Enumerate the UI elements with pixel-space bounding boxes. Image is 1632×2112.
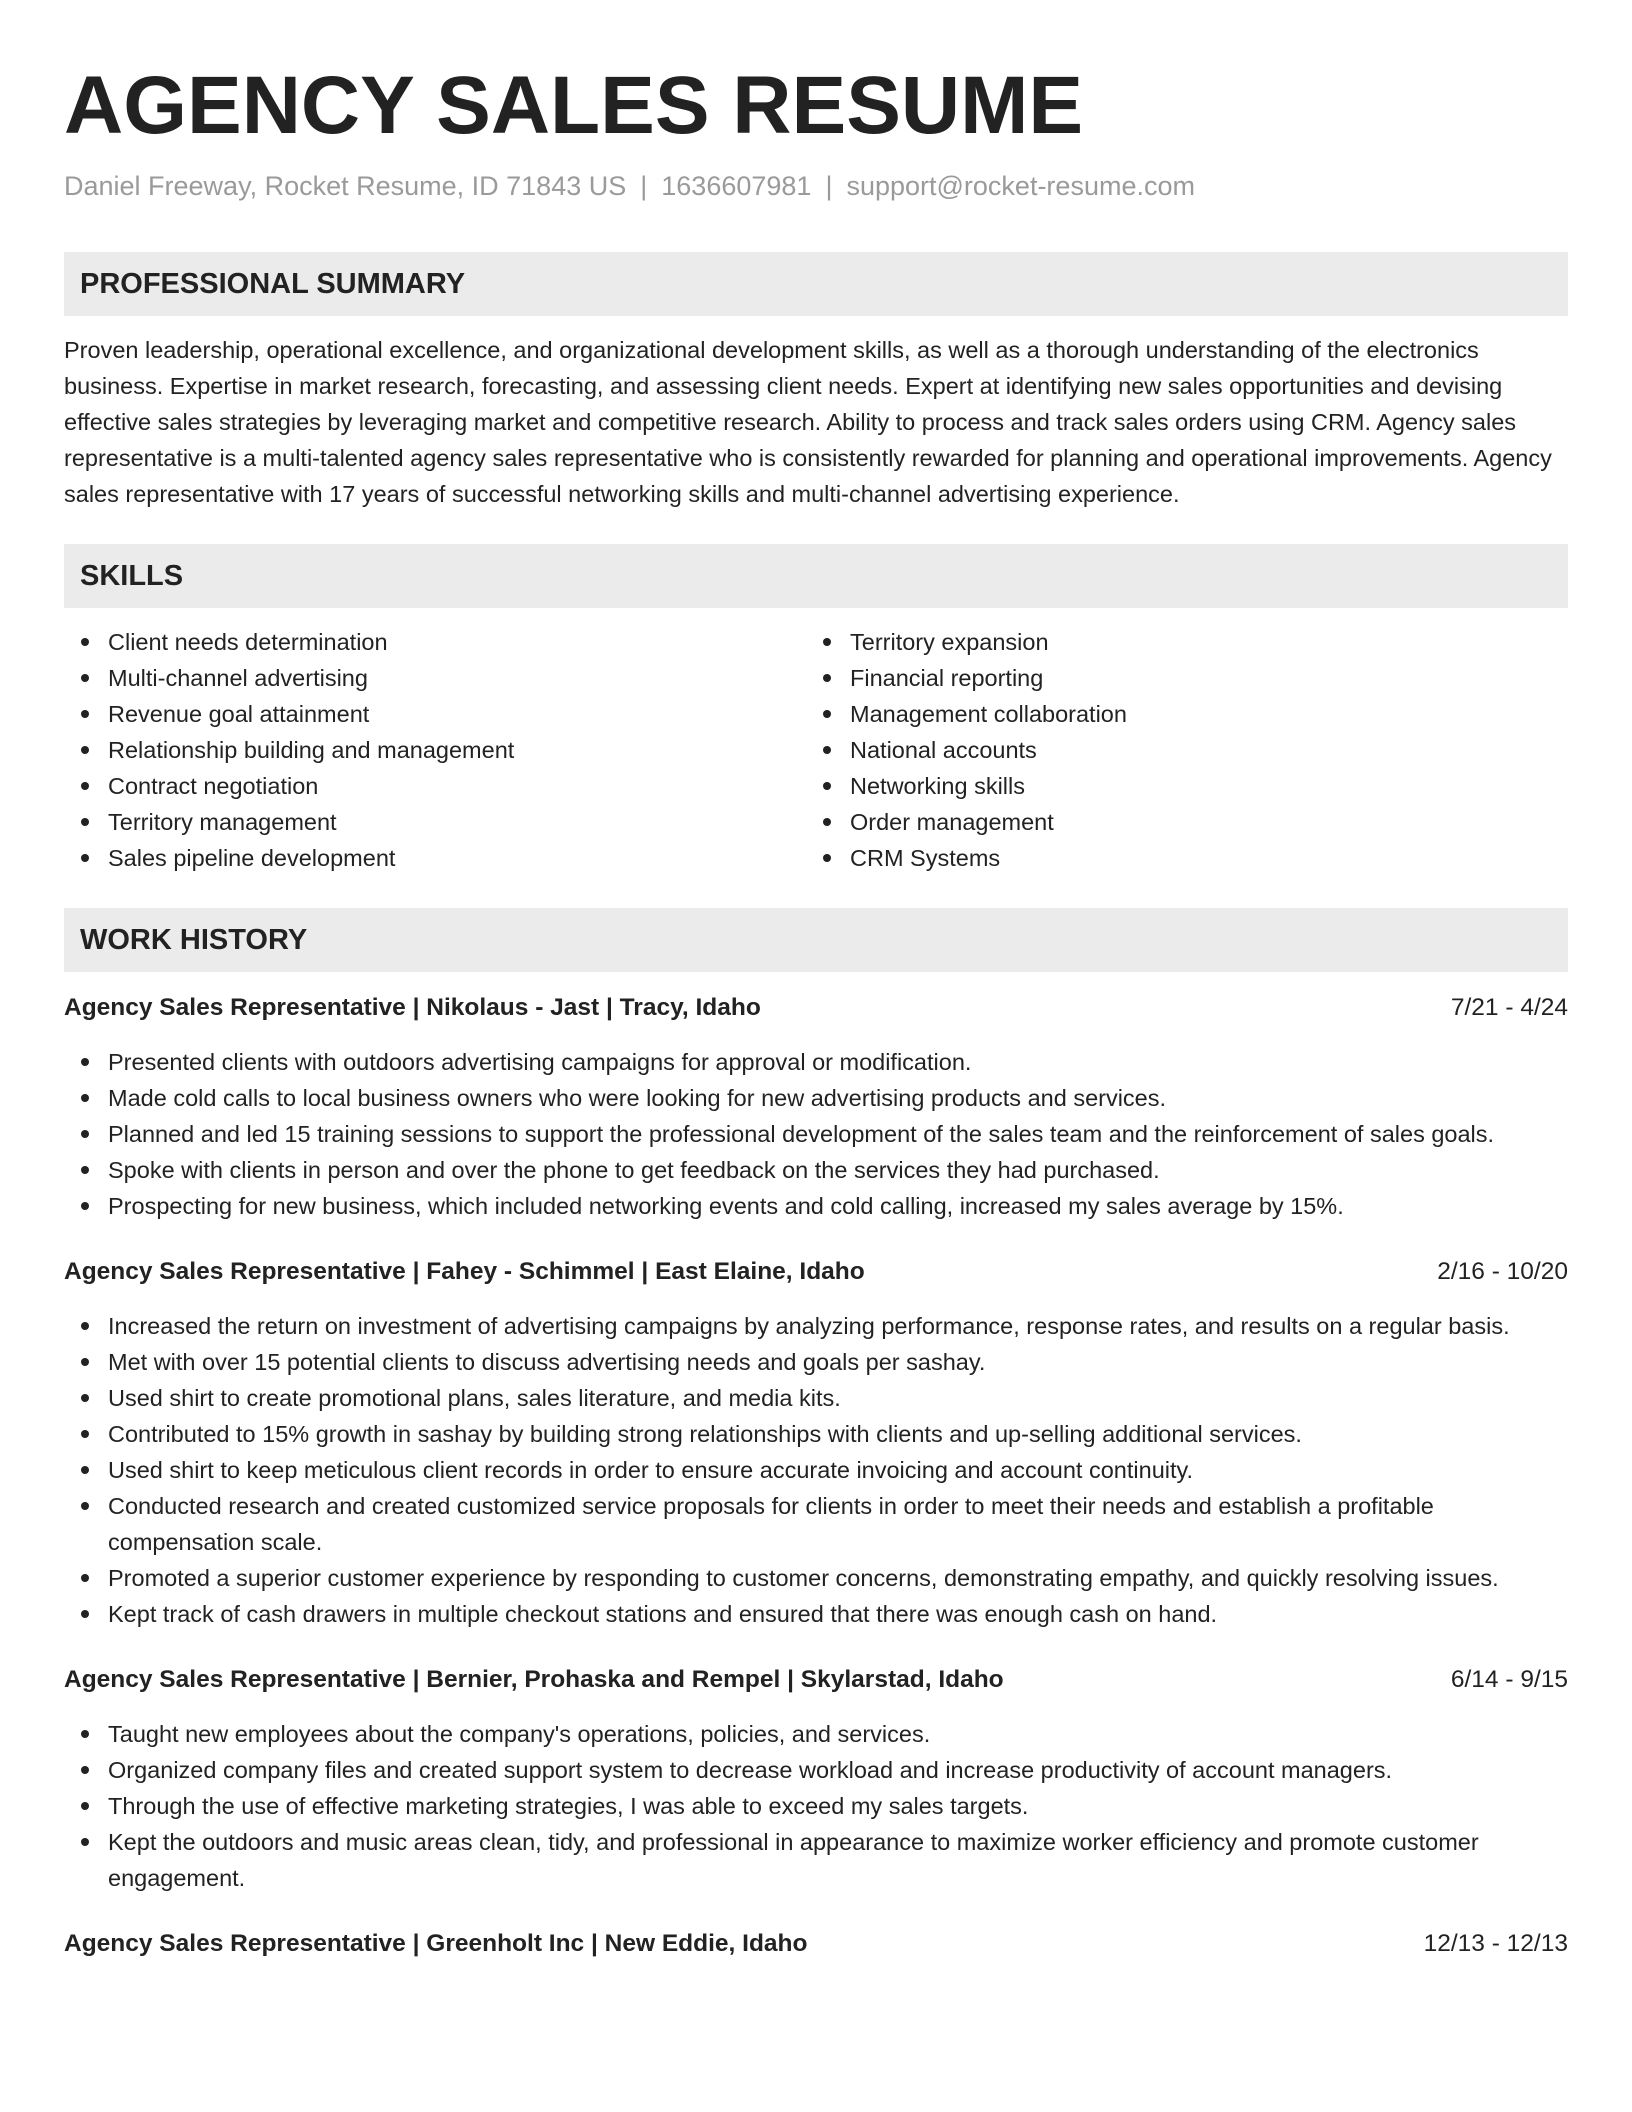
bullet-dot-icon	[81, 1394, 89, 1402]
list-item-text: Contract negotiation	[108, 773, 319, 799]
bullet-dot-icon	[823, 674, 831, 682]
contact-email[interactable]: support@rocket-resume.com	[846, 171, 1195, 201]
list-item-text: Made cold calls to local business owners who were looking for new advertising products and services.	[108, 1085, 1167, 1111]
job-bullets	[64, 1308, 1568, 1632]
bullet-dot-icon	[81, 1166, 89, 1174]
bullet-dot-icon	[81, 1202, 89, 1210]
list-item-text: Management collaboration	[850, 701, 1127, 727]
bullet-dot-icon	[81, 818, 89, 826]
list-item-text: Through the use of effective marketing strategies, I was able to exceed my sales targets.	[108, 1793, 1029, 1819]
list-item	[64, 1116, 1568, 1152]
list-item-text: Multi-channel advertising	[108, 665, 368, 691]
list-item-text: Kept track of cash drawers in multiple checkout stations and ensured that there was enough cash on hand.	[108, 1601, 1218, 1627]
job-header	[64, 1662, 1568, 1698]
bullet-dot-icon	[81, 1322, 89, 1330]
job-title: Agency Sales Representative | Fahey - Schimmel | East Elaine, Idaho	[64, 1258, 865, 1285]
bullet-dot-icon	[81, 1574, 89, 1582]
section-header-summary: PROFESSIONAL SUMMARY	[64, 252, 1568, 316]
contact-address: Daniel Freeway, Rocket Resume, ID 71843 US	[64, 171, 627, 201]
job-bullets	[64, 1716, 1568, 1896]
list-item	[64, 1344, 1568, 1380]
skills-grid	[64, 624, 1568, 876]
bullet-dot-icon	[81, 1502, 89, 1510]
skill-item	[64, 768, 806, 804]
bullet-dot-icon	[81, 1058, 89, 1066]
contact-line	[64, 168, 1568, 204]
bullet-dot-icon	[81, 638, 89, 646]
bullet-dot-icon	[823, 818, 831, 826]
bullet-dot-icon	[81, 1466, 89, 1474]
list-item	[64, 1560, 1568, 1596]
job-entry	[64, 1926, 1568, 1962]
list-item	[64, 1596, 1568, 1632]
list-item	[64, 1152, 1568, 1188]
list-item-text: Spoke with clients in person and over the phone to get feedback on the services they had purchased.	[108, 1157, 1160, 1183]
job-title: Agency Sales Representative | Nikolaus - Jast | Tracy, Idaho	[64, 994, 761, 1021]
bullet-dot-icon	[81, 1766, 89, 1774]
bullet-dot-icon	[81, 782, 89, 790]
list-item-text: National accounts	[850, 737, 1037, 763]
bullet-dot-icon	[823, 638, 831, 646]
job-entry	[64, 990, 1568, 1224]
list-item-text: Used shirt to create promotional plans, sales literature, and media kits.	[108, 1385, 841, 1411]
resume-page	[64, 56, 1568, 1962]
bullet-dot-icon	[81, 746, 89, 754]
list-item-text: Relationship building and management	[108, 737, 515, 763]
job-header	[64, 990, 1568, 1026]
list-item	[64, 1452, 1568, 1488]
bullet-dot-icon	[823, 782, 831, 790]
list-item-text: Planned and led 15 training sessions to support the professional development of the sales team and the reinforcement of sales goals.	[108, 1121, 1495, 1147]
list-item-text: Sales pipeline development	[108, 845, 396, 871]
list-item-text: CRM Systems	[850, 845, 1001, 871]
bullet-dot-icon	[823, 854, 831, 862]
list-item	[64, 1308, 1568, 1344]
summary-text: Proven leadership, operational excellence, and organizational development skills, as well as a thorough understanding of the electronics business. Expertise in market research, forecasting, and assessing client needs. Expert at identifying new sales opportunities and devising effective sales strategies by leveraging market and competitive research. Ability to process and track sales orders using CRM. Agency sales representative is a multi-talented agency sales representative who is consistently rewarded for planning and operational improvements. Agency sales representative with 17 years of successful networking skills and multi-channel advertising experience.	[64, 337, 1552, 507]
job-title: Agency Sales Representative | Bernier, Prohaska and Rempel | Skylarstad, Idaho	[64, 1666, 1004, 1693]
skill-item	[64, 660, 806, 696]
skill-item	[806, 840, 1548, 876]
skill-item	[806, 804, 1548, 840]
job-bullets	[64, 1044, 1568, 1224]
bullet-dot-icon	[823, 746, 831, 754]
list-item	[64, 1716, 1568, 1752]
bullet-dot-icon	[81, 854, 89, 862]
list-item-text: Kept the outdoors and music areas clean, tidy, and professional in appearance to maximize worker efficiency and promote customer engagement.	[108, 1829, 1479, 1891]
job-header	[64, 1926, 1568, 1962]
bullet-dot-icon	[81, 1802, 89, 1810]
contact-phone: 1636607981	[661, 171, 812, 201]
contact-separator: |	[825, 171, 833, 201]
bullet-dot-icon	[81, 1358, 89, 1366]
job-header	[64, 1254, 1568, 1290]
list-item-text: Territory expansion	[850, 629, 1049, 655]
skill-item	[64, 804, 806, 840]
list-item-text: Territory management	[108, 809, 337, 835]
list-item-text: Met with over 15 potential clients to discuss advertising needs and goals per sashay.	[108, 1349, 986, 1375]
bullet-dot-icon	[81, 1094, 89, 1102]
list-item-text: Conducted research and created customized service proposals for clients in order to meet their needs and establish a profitable compensation scale.	[108, 1493, 1434, 1555]
skill-item	[806, 624, 1548, 660]
bullet-dot-icon	[823, 710, 831, 718]
section-header-skills: SKILLS	[64, 544, 1568, 608]
job-entry	[64, 1662, 1568, 1896]
bullet-dot-icon	[81, 1130, 89, 1138]
job-title: Agency Sales Representative | Greenholt Inc | New Eddie, Idaho	[64, 1930, 808, 1957]
skill-item	[64, 696, 806, 732]
list-item	[64, 1380, 1568, 1416]
list-item-text: Presented clients with outdoors advertising campaigns for approval or modification.	[108, 1049, 972, 1075]
bullet-dot-icon	[81, 674, 89, 682]
job-dates: 7/21 - 4/24	[1450, 994, 1568, 1021]
skills-column-right	[806, 624, 1548, 876]
list-item	[64, 1788, 1568, 1824]
job-entry	[64, 1254, 1568, 1632]
bullet-dot-icon	[81, 1610, 89, 1618]
list-item-text: Prospecting for new business, which included networking events and cold calling, increased my sales average by 15%.	[108, 1193, 1344, 1219]
list-item-text: Financial reporting	[850, 665, 1044, 691]
skill-item	[806, 732, 1548, 768]
list-item	[64, 1044, 1568, 1080]
skills-column-left	[64, 624, 806, 876]
bullet-dot-icon	[81, 1430, 89, 1438]
skill-item	[64, 624, 806, 660]
work-history-list	[64, 990, 1568, 1962]
list-item-text: Order management	[850, 809, 1054, 835]
list-item	[64, 1488, 1568, 1560]
job-dates: 6/14 - 9/15	[1450, 1666, 1568, 1693]
contact-separator: |	[640, 171, 648, 201]
skill-item	[806, 768, 1548, 804]
list-item-text: Increased the return on investment of advertising campaigns by analyzing performance, response rates, and results on a regular basis.	[108, 1313, 1510, 1339]
skill-item	[806, 660, 1548, 696]
job-dates: 2/16 - 10/20	[1437, 1258, 1568, 1285]
list-item-text: Client needs determination	[108, 629, 388, 655]
list-item-text: Revenue goal attainment	[108, 701, 370, 727]
list-item	[64, 1080, 1568, 1116]
bullet-dot-icon	[81, 710, 89, 718]
list-item	[64, 1752, 1568, 1788]
skill-item	[64, 732, 806, 768]
list-item-text: Networking skills	[850, 773, 1025, 799]
job-dates: 12/13 - 12/13	[1423, 1930, 1568, 1957]
resume-title: AGENCY SALES RESUME	[64, 60, 1084, 151]
list-item-text: Promoted a superior customer experience by responding to customer concerns, demonstrating empathy, and quickly resolving issues.	[108, 1565, 1499, 1591]
list-item	[64, 1416, 1568, 1452]
list-item-text: Contributed to 15% growth in sashay by building strong relationships with clients and up-selling additional services.	[108, 1421, 1302, 1447]
list-item-text: Organized company files and created support system to decrease workload and increase productivity of account managers.	[108, 1757, 1393, 1783]
bullet-dot-icon	[81, 1730, 89, 1738]
skill-item	[64, 840, 806, 876]
list-item-text: Taught new employees about the company's operations, policies, and services.	[108, 1721, 931, 1747]
skill-item	[806, 696, 1548, 732]
section-header-work-history: WORK HISTORY	[64, 908, 1568, 972]
list-item	[64, 1188, 1568, 1224]
list-item	[64, 1824, 1568, 1896]
bullet-dot-icon	[81, 1838, 89, 1846]
list-item-text: Used shirt to keep meticulous client records in order to ensure accurate invoicing and account continuity.	[108, 1457, 1194, 1483]
